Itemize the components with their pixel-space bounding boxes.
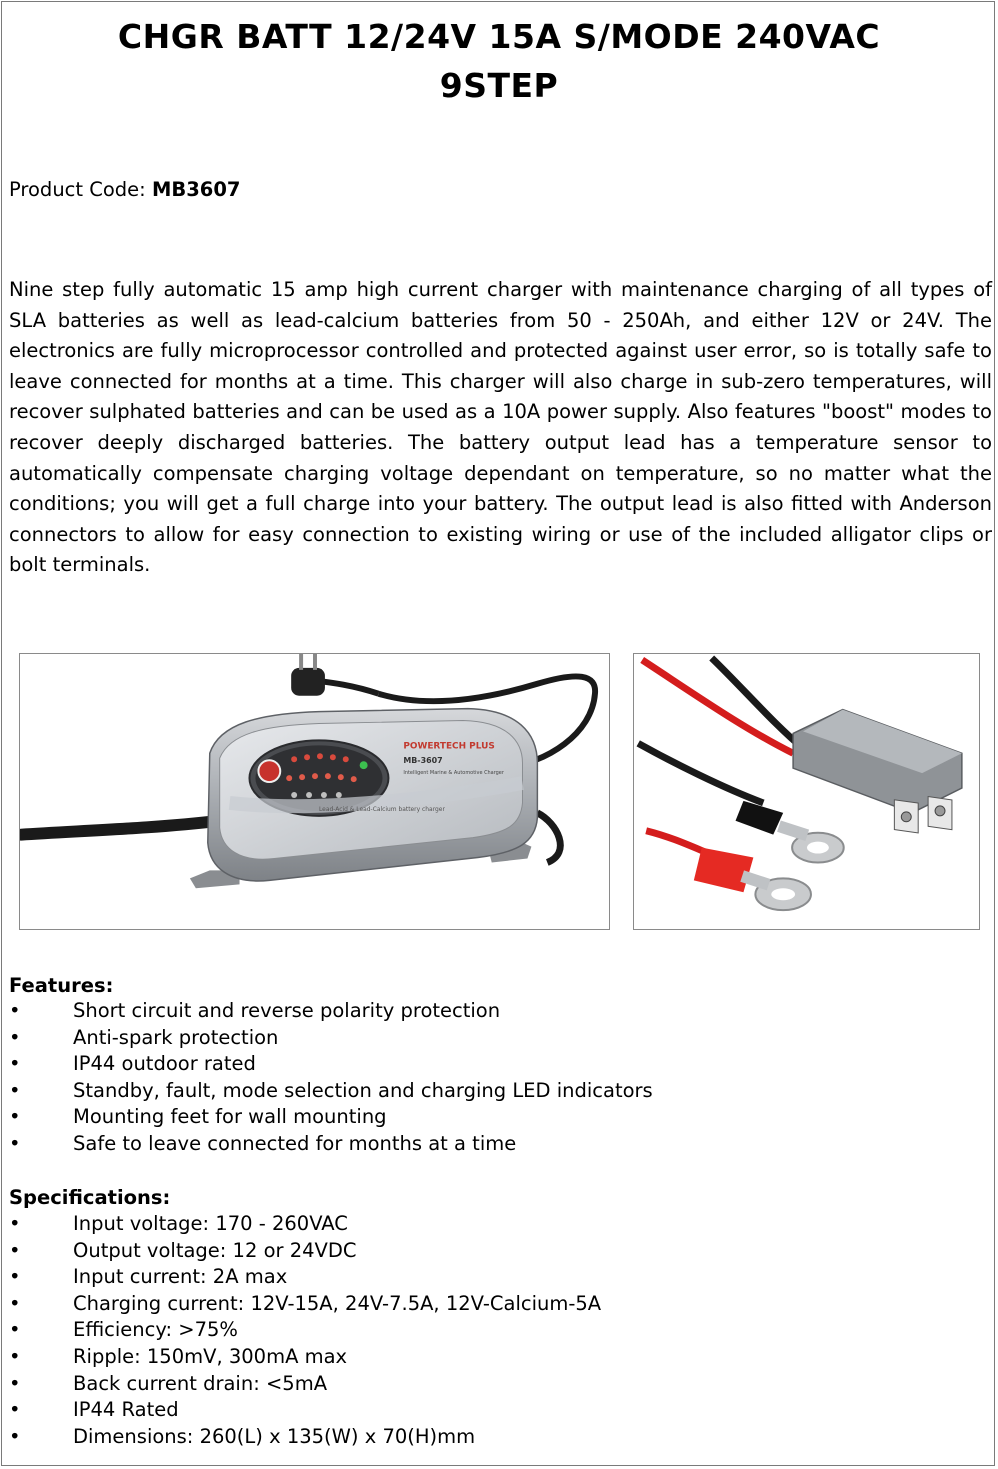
list-item: • IP44 Rated xyxy=(9,1397,601,1424)
product-code xyxy=(9,178,240,201)
list-item: • Back current drain: <5mA xyxy=(9,1371,601,1398)
list-item: • Input voltage: 170 - 260VAC xyxy=(9,1211,601,1238)
list-item: • Charging current: 12V-15A, 24V-7.5A, 12V-Calcium-5A xyxy=(9,1291,601,1318)
bullet: • xyxy=(9,1078,21,1102)
bullet: • xyxy=(9,1344,21,1368)
list-item: • Standby, fault, mode selection and charging LED indicators xyxy=(9,1078,653,1105)
bullet: • xyxy=(9,1265,21,1289)
bullet: • xyxy=(9,1052,21,1076)
features-heading: Features: xyxy=(9,974,114,997)
brand-label: POWERTECH PLUS xyxy=(403,741,495,752)
title-line-2: 9STEP xyxy=(439,66,559,105)
bullet: • xyxy=(9,1291,21,1315)
bullet: • xyxy=(9,1131,21,1155)
list-item: • Short circuit and reverse polarity protection xyxy=(9,998,653,1025)
list-item: • IP44 outdoor rated xyxy=(9,1051,653,1078)
product-description: Nine step fully automatic 15 amp high current charger with maintenance charging of all types of SLA batteries as well as lead-calcium batteries from 50 - 250Ah, and either 12V or 24V. The electronics are fully microprocessor controlled and protected against user error, so is totally safe to leave connected for months at a time. This charger will also charge in sub-zero temperatures, will recover sulphated batteries and can be used as a 10A power supply. Also features "boost" modes to recover deeply discharged batteries. The battery output lead has a temperature sensor to automatically compensate charging voltage dependant on temperature, so no matter what the conditions; you will get a full charge into your battery. The output lead is also fitted with Anderson connectors to allow for easy connection to existing wiring or use of the included alligator clips or bolt terminals. xyxy=(9,278,992,577)
bullet: • xyxy=(9,1424,21,1448)
product-code-value: MB3607 xyxy=(151,178,241,201)
product-code-label: Product Code: xyxy=(9,178,146,201)
bullet: • xyxy=(9,1105,21,1129)
list-item: • Mounting feet for wall mounting xyxy=(9,1104,653,1131)
list-item: • Input current: 2A max xyxy=(9,1264,601,1291)
model-label: MB-3607 xyxy=(403,756,443,766)
charger-photo xyxy=(19,653,610,930)
list-item: • Ripple: 150mV, 300mA max xyxy=(9,1344,601,1371)
list-item: • Efficiency: >75% xyxy=(9,1317,601,1344)
bullet: • xyxy=(9,1212,21,1235)
title-line-1: CHGR BATT 12/24V 15A S/MODE 240VAC xyxy=(117,17,881,56)
bullet: • xyxy=(9,1371,21,1395)
page-title xyxy=(0,12,998,110)
connector-illustration xyxy=(634,654,979,929)
subtitle-label: Intelligent Marine & Automotive Charger xyxy=(403,770,504,777)
list-item: • Dimensions: 260(L) x 135(W) x 70(H)mm xyxy=(9,1424,601,1451)
band-label: Lead-Acid & Lead-Calcium battery charger xyxy=(318,805,445,813)
bullet: • xyxy=(9,1025,21,1049)
bullet: • xyxy=(9,1398,21,1422)
specifications-heading: Specifications: xyxy=(9,1186,171,1209)
list-item: • Safe to leave connected for months at a time xyxy=(9,1131,653,1158)
bullet: • xyxy=(9,1238,21,1262)
bullet: • xyxy=(9,999,21,1022)
features-list xyxy=(9,998,653,1158)
specifications-list xyxy=(9,1211,601,1450)
list-item: • Anti-spark protection xyxy=(9,1025,653,1052)
list-item: • Output voltage: 12 or 24VDC xyxy=(9,1238,601,1265)
connector-photo xyxy=(633,653,980,930)
charger-illustration xyxy=(20,654,609,929)
bullet: • xyxy=(9,1318,21,1342)
